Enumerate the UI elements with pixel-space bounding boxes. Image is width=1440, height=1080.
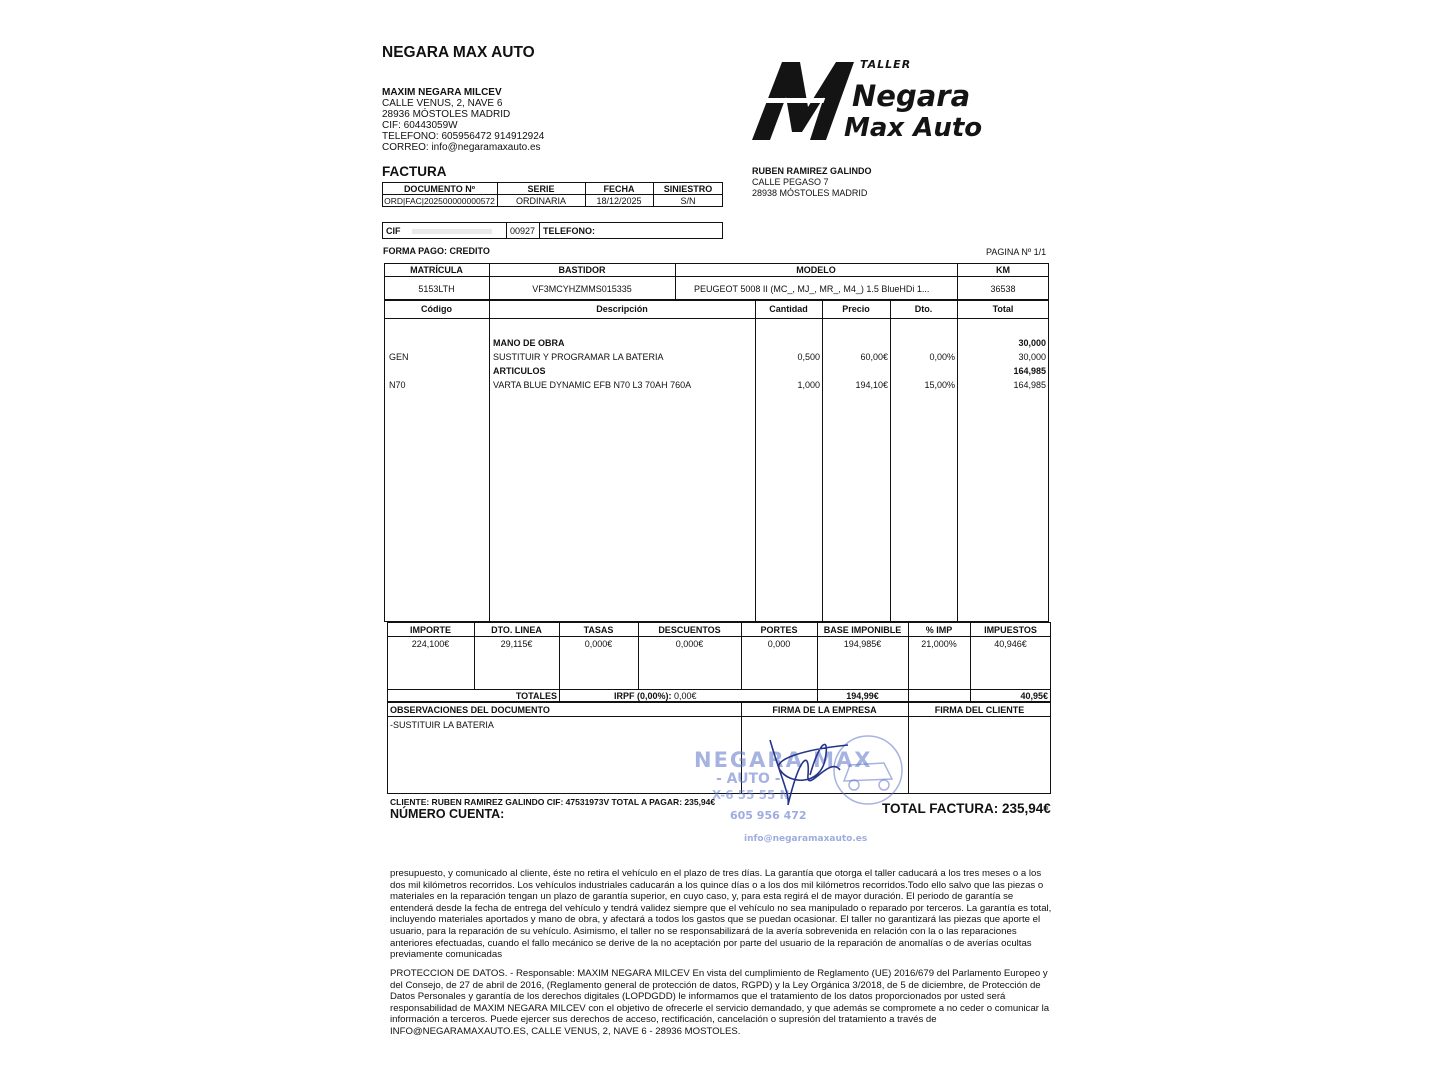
observations-text: -SUSTITUIR LA BATERIA <box>390 720 494 730</box>
vehicle-header-km: KM <box>996 265 1010 275</box>
stamp-name: NEGARA MAX <box>694 748 873 772</box>
totals-header-base: BASE IMPONIBLE <box>823 625 902 635</box>
line-row-1-desc: SUSTITUIR Y PROGRAMAR LA BATERIA <box>493 352 664 362</box>
line-row-1-total: 30,000 <box>1018 352 1046 362</box>
lines-table <box>384 300 1049 622</box>
irpf: IRPF (0,00%): 0,00€ <box>614 691 697 701</box>
logo-line1: Negara <box>852 79 971 113</box>
company-phone: TELEFONO: 605956472 914912924 <box>382 131 545 142</box>
line-row-2-desc: ARTICULOS <box>493 366 546 376</box>
line-row-3-qty: 1,000 <box>797 380 820 390</box>
lines-header-price: Precio <box>842 304 870 314</box>
doc-claim: S/N <box>680 196 696 206</box>
totals-header-descuentos: DESCUENTOS <box>658 625 721 635</box>
warranty-text: presupuesto, y comunicado al cliente, éste no retira el vehículo en el plazo de tres días. La garantía que otorga el taller caducará a los tres meses o a los dos mil kilómetros recorridos. Los vehículos industriales caducarán a los quince días o a los dos mil kilómetros recorridos.Todo ello salvo que las piezas o materiales en la reparación tengan un plazo de garantía superior, en cuyo caso, y, para esta regirá el de mayor duración. El periodo de garantía se entenderá desde la fecha de entrega del vehículo y tendrá validez siempre que el vehículo no sea manipulado o reparado por terceros. La garantía es total, incluyendo materiales aportados y mano de obra, y afectará a todos los gastos que se puedan ocasionar. El taller no garantizará las piezas que aporte el usuario, para la reparación de su vehículo. Asimismo, el taller no se responsabilizará de la avería sobrevenida en relación con la o las reparaciones anteriores efectuadas, cuando el fallo mecánico se derive de la no aceptación por parte del usuario de la reparación de anomalías o de averías ocultas previamente comunicadas <box>390 868 1052 961</box>
totals-importe: 224,100€ <box>411 639 450 649</box>
line-row-3-price: 194,10€ <box>855 380 888 390</box>
company-address: CALLE VENUS, 2, NAVE 6 <box>382 98 503 109</box>
company-logo <box>748 52 1052 144</box>
line-row-1-price: 60,00€ <box>860 352 888 362</box>
vehicle-km: 36538 <box>990 284 1016 294</box>
client-address: CALLE PEGASO 7 <box>752 177 829 187</box>
client-summary: CLIENTE: RUBEN RAMIREZ GALINDO CIF: 47531973V TOTAL A PAGAR: 235,94€ <box>390 797 716 807</box>
totals-header-portes: PORTES <box>760 625 798 635</box>
vehicle-model: PEUGEOT 5008 II (MC_, MJ_, MR_, M4_) 1.5 BlueHDi 1... <box>694 284 930 294</box>
doc-date: 18/12/2025 <box>596 196 642 206</box>
stamp-id: X-6 55 55 N <box>712 788 790 802</box>
lines-header-quantity: Cantidad <box>769 304 808 314</box>
line-row-0-desc: MANO DE OBRA <box>493 338 565 348</box>
totals-base: 194,985€ <box>843 639 882 649</box>
totals-header-importe: IMPORTE <box>409 625 451 635</box>
totals-header-imp-percent: % IMP <box>925 625 953 635</box>
totals-header-impuestos: IMPUESTOS <box>984 625 1037 635</box>
totals-dto-linea: 29,115€ <box>500 639 533 649</box>
totals-portes: 0,000 <box>767 639 791 649</box>
totals-descuentos: 0,000€ <box>675 639 704 649</box>
doc-number: ORD|FAC|202500000000572 <box>384 196 495 206</box>
observations-label: OBSERVACIONES DEL DOCUMENTO <box>390 705 550 715</box>
line-row-1-qty: 0,500 <box>797 352 820 362</box>
tax-total: 40,95€ <box>1020 691 1048 701</box>
totals-header-dto-linea: DTO. LINEA <box>491 625 542 635</box>
company-cif: CIF: 60443059W <box>382 120 458 131</box>
company-stamp <box>660 715 910 850</box>
company-signature-label: FIRMA DE LA EMPRESA <box>772 705 877 715</box>
phone-label: TELEFONO: <box>543 226 595 236</box>
stamp-phone: 605 956 472 <box>730 809 807 822</box>
line-row-3-desc: VARTA BLUE DYNAMIC EFB N70 L3 70AH 760A <box>493 380 692 390</box>
doc-header-number: DOCUMENTO Nº <box>403 184 476 194</box>
logo-taller: TALLER <box>860 58 912 71</box>
vehicle-header-plate: MATRÍCULA <box>410 265 463 275</box>
account-number-label: NÚMERO CUENTA: <box>390 807 505 821</box>
vehicle-plate: 5153LTH <box>418 284 455 294</box>
base-total: 194,99€ <box>846 691 879 701</box>
privacy-text: PROTECCION DE DATOS. - Responsable: MAXIM NEGARA MILCEV En vista del cumplimiento de Reglamento (UE) 2016/679 del Parlamento Europeo y del Consejo, de 27 de abril de 2016, (Reglamento general de protección de datos, RGPD) y la Ley Orgánica 3/2018, de 5 de diciembre, de Protección de Datos Personales y garantía de los derechos digitales (LOPDGDD) le informamos que el tratamiento de los datos proporcionados por usted será responsabilidad de MAXIM NEGARA MILCEV con el objetivo de ofrecerle el servicio demandado, y que además se compromete a no ceder o comunicar la información a terceros. Puede ejercer sus derechos de acceso, rectificación, cancelación o supresión del tratamiento a través de INFO@NEGARAMAXAUTO.ES, CALLE VENUS, 2, NAVE 6 - 28936 MOSTOLES. <box>390 968 1050 1037</box>
company-email: CORREO: info@negaramaxauto.es <box>382 142 541 153</box>
doc-header-serie: SERIE <box>527 184 555 194</box>
stamp-email: info@negaramaxauto.es <box>744 834 868 844</box>
line-row-3-total: 164,985 <box>1013 380 1046 390</box>
stamp-sub: - AUTO - <box>716 771 781 787</box>
line-row-2-total: 164,985 <box>1013 366 1046 376</box>
company-name: NEGARA MAX AUTO <box>382 44 535 61</box>
totals-tasas: 0,000€ <box>584 639 613 649</box>
lines-header-total: Total <box>992 304 1014 314</box>
cif-value: 00927 <box>510 226 536 236</box>
invoice-total: TOTAL FACTURA: 235,94€ <box>882 801 1051 816</box>
lines-header-discount: Dto. <box>914 304 933 314</box>
vehicle-header-vin: BASTIDOR <box>558 265 606 275</box>
vehicle-vin: VF3MCYHZMMS015335 <box>532 284 632 294</box>
doc-header-claim: SINIESTRO <box>663 184 713 194</box>
client-block <box>752 166 872 199</box>
page-number: PAGINA Nº 1/1 <box>986 247 1047 257</box>
totales-label: TOTALES <box>515 691 557 701</box>
line-row-0-total: 30,000 <box>1018 338 1046 348</box>
cif-label: CIF <box>386 226 401 236</box>
payment-method: FORMA PAGO: CREDITO <box>383 246 490 256</box>
company-owner: MAXIM NEGARA MILCEV <box>382 87 502 98</box>
invoice-title: FACTURA <box>382 164 447 179</box>
line-row-1-code: GEN <box>389 352 409 362</box>
logo-line2: Max Auto <box>844 113 983 143</box>
lines-header-description: Descripción <box>596 304 648 314</box>
line-row-3-dto: 15,00% <box>924 380 955 390</box>
vehicle-header-model: MODELO <box>796 265 836 275</box>
line-row-3-code: N70 <box>389 380 406 390</box>
company-city: 28936 MÓSTOLES MADRID <box>382 109 511 120</box>
totals-header-tasas: TASAS <box>583 625 614 635</box>
doc-serie: ORDINARIA <box>515 196 566 206</box>
lines-header-code: Código <box>421 304 452 314</box>
totals-imp-percent: 21,000% <box>921 639 957 649</box>
line-row-1-dto: 0,00% <box>929 352 955 362</box>
client-signature-label: FIRMA DEL CLIENTE <box>934 705 1025 715</box>
company-info <box>382 87 544 153</box>
totals-impuestos: 40,946€ <box>994 639 1027 649</box>
client-name: RUBEN RAMIREZ GALINDO <box>752 166 872 176</box>
doc-header-date: FECHA <box>603 184 635 194</box>
cif-redacted <box>412 229 492 234</box>
client-city: 28938 MÓSTOLES MADRID <box>752 188 868 198</box>
